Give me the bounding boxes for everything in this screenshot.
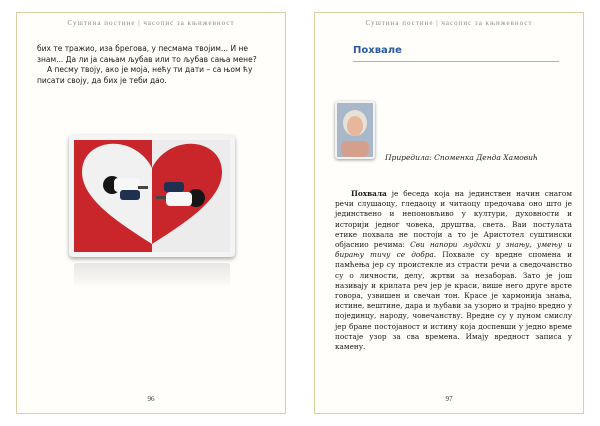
left-paragraph-2: А песму твоју, ако је моја, нећу ти дати – са њом ћу писати своју, да бих је теби дао. xyxy=(37,65,253,85)
right-page xyxy=(314,12,584,414)
photo-reflection xyxy=(74,263,230,289)
running-head-left: Суштина постине | часопис за књижевност xyxy=(67,19,235,27)
author-byline: Приредила: Споменка Денда Хамовић xyxy=(385,153,538,162)
author-portrait xyxy=(335,101,375,159)
heart-photo xyxy=(69,135,235,257)
article-body xyxy=(335,189,572,352)
lead-word: Похвала xyxy=(351,189,387,198)
left-page-text xyxy=(37,44,273,86)
section-title: Похвале xyxy=(353,45,402,56)
page-number-right: 97 xyxy=(445,395,453,403)
title-divider xyxy=(353,61,559,62)
heart-illustration xyxy=(74,140,230,252)
running-head-right: Суштина постине | часопис за књижевност xyxy=(365,19,533,27)
portrait-illustration xyxy=(337,103,373,157)
left-paragraph-1: бих те тражио, иза брегова, у песмама твојим... И не знам... Да ли ја сањам љубав или то љубав сања мене? xyxy=(37,44,257,64)
page-number-left: 96 xyxy=(147,395,155,403)
aristotle-quote: Сви напори људски у знању, умењу и бирању тичу се добра. xyxy=(335,240,572,260)
body-text-1: је беседа која на јединствен начин снагом речи слушаоцу, гледаоцу и читаоцу предочава оно што је јединствено и непоновљиво у култури, духовности и историји једног човека, друштва, света. Ваи постулата етике похвала не постоји а то је Аристотел суштински објаснио речима: xyxy=(335,189,572,250)
left-page xyxy=(16,12,286,414)
body-text-2: Похвале су вредне спомена и памћења јер су проистекле из страсти речи а сведочанство су о личности, делу, жртви за незаборав. Зато је још називају и крилата реч јер је краси, више него друге врсте говора, узвишен и свечан тон. Красе је хармонија знања, истине, вештине, дара и љубави за узорно и трајно вредно у појединцу, народу, човечанству. Вредне су у пуном смислу јер бране постојаност и истину која доспевши у једно време постаје узор за сва времена. Имају вредност записа у камену. xyxy=(335,250,572,352)
